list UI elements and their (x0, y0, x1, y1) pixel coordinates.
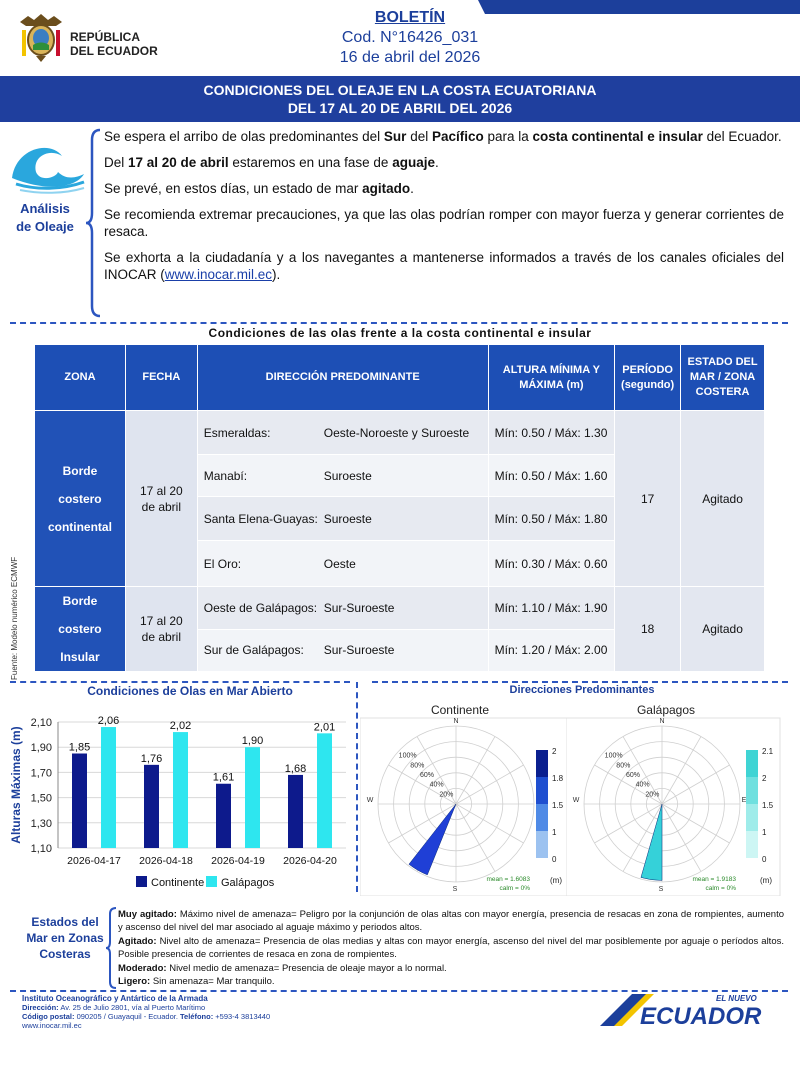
bar-galápagos (173, 732, 188, 848)
header-periodo: PERÍODO (segundo) (615, 345, 681, 411)
analysis-p5-text: Se exhorta a la ciudadanía y a los navegantes a mantenerse informados a través de los canales oficiales del INOCAR ( (104, 250, 784, 282)
rose-compass-label: E (741, 797, 747, 804)
colorbar-segment (746, 750, 758, 777)
footer-web[interactable]: www.inocar.mil.ec (22, 1021, 82, 1030)
rose-calm: calm = 0% (705, 885, 736, 892)
colorbar-tick: 1.8 (552, 774, 564, 783)
direction-cell (197, 629, 488, 672)
y-axis-label: Alturas Máximas (m) (9, 726, 23, 844)
rose-compass-label: N (453, 718, 459, 725)
colorbar-tick: 0 (762, 855, 767, 864)
bulletin-code: Cod. N°16426_031 (341, 29, 479, 46)
state-insular: Agitado (681, 587, 765, 672)
place-name: Sur de Galápagos: (203, 643, 304, 658)
analysis-p3 (104, 180, 784, 197)
direction-value: Oeste-Noroeste y Suroeste (323, 425, 470, 440)
analysis-text (104, 128, 784, 292)
states-brace-decoration (104, 906, 118, 990)
bar-galápagos (101, 727, 116, 848)
colorbar-unit: (m) (760, 876, 772, 885)
state-continental: Agitado (681, 411, 765, 587)
text-run: . (410, 181, 414, 196)
rose-compass-label: S (658, 886, 664, 893)
date-continental: 17 al 20 de abril (125, 411, 197, 587)
states-label (22, 914, 108, 962)
text-run: aguaje (392, 155, 435, 170)
states-label-line2: Mar en Zonas (26, 931, 104, 945)
header-altura: ALTURA MÍNIMA Y MÁXIMA (m) (488, 345, 615, 411)
place-name: El Oro: (203, 556, 242, 571)
text-run: 17 al 20 de abril (128, 155, 229, 170)
text-run: . (434, 155, 439, 170)
rose-radial-tick: 40% (635, 781, 650, 789)
text-run: para la (483, 129, 533, 144)
height-cell: Mín: 1.20 / Máx: 2.00 (488, 629, 615, 672)
text-run: Del (104, 155, 129, 170)
direction-value: Oeste (323, 556, 356, 571)
bar-continente (288, 775, 303, 848)
height-cell: Mín: 0.50 / Máx: 1.30 (488, 411, 615, 455)
place-name: Esmeraldas: (203, 425, 271, 440)
analysis-p5 (104, 249, 784, 283)
legend-swatch (206, 876, 217, 887)
colorbar-segment (746, 777, 758, 804)
zone-insular: Borde costero Insular (35, 587, 126, 672)
footer-postal-label: Código postal: (22, 1012, 75, 1021)
republic-name (70, 30, 158, 58)
states-label-line1: Estados del (31, 915, 99, 929)
bar-chart (0, 700, 356, 896)
table-row (35, 411, 765, 455)
analysis-label-line1: Análisis (20, 201, 70, 216)
footer-info (22, 994, 502, 1030)
colorbar-tick: 2 (762, 774, 767, 783)
colorbar-segment (536, 804, 548, 831)
rose-compass-label: W (572, 797, 580, 804)
bar-data-label: 1,68 (284, 762, 307, 775)
y-tick-label: 1,30 (30, 817, 52, 830)
header-direccion: DIRECCIÓN PREDOMINANTE (197, 345, 488, 411)
colorbar-tick: 0 (552, 855, 557, 864)
bulletin-date: 16 de abril del 2026 (339, 49, 481, 66)
rose-radial-tick: 80% (616, 762, 631, 770)
bar-galápagos (317, 733, 332, 848)
rose-compass-label: W (366, 797, 374, 804)
states-list (118, 908, 784, 988)
wave-icon (6, 138, 88, 194)
text-run: agitado (362, 181, 411, 196)
table-header-row (35, 345, 765, 411)
rose-chart-galapagos (566, 700, 788, 896)
height-cell: Mín: 0.50 / Máx: 1.80 (488, 497, 615, 541)
colorbar-tick: 1.5 (762, 801, 774, 810)
y-tick-label: 1,50 (30, 792, 52, 805)
place-name: Oeste de Galápagos: (203, 600, 318, 615)
text-run: Se recomienda extremar precauciones, ya que las olas podrían romper con mayor fuerza y generar corrientes de resaca. (104, 207, 784, 239)
direction-value: Suroeste (323, 468, 372, 483)
state-name: Ligero: (118, 976, 151, 988)
y-tick-label: 1,70 (30, 767, 52, 780)
state-item-ligero (118, 975, 784, 988)
banner-line2: DEL 17 AL 20 DE ABRIL DEL 2026 (287, 100, 513, 116)
state-item-agitado (118, 935, 784, 962)
rose-mean: mean = 1.6083 (486, 876, 530, 883)
bar-data-label: 2,01 (313, 721, 336, 734)
rose-compass-label: N (659, 718, 665, 725)
height-cell: Mín: 1.10 / Máx: 1.90 (488, 587, 615, 630)
rose-compass-label: S (452, 886, 458, 893)
state-desc: Nivel alto de amenaza= Presencia de olas medias y altas con mayor energía, ascenso del nivel del mar posiblemente por aguaje o períodos altos. Posible presencia de corrientes de resaca en zona de rompientes. (118, 935, 784, 961)
colorbar-tick: 1.5 (552, 801, 564, 810)
x-tick-label: 2026-04-19 (211, 855, 265, 867)
colorbar-segment (746, 831, 758, 858)
direction-cell (197, 497, 488, 541)
bar-data-label: 1,76 (140, 752, 163, 765)
header-estado: ESTADO DEL MAR / ZONA COSTERA (681, 345, 765, 411)
period-continental: 17 (615, 411, 681, 587)
legend-label: Galápagos (221, 877, 275, 889)
rose-chart-title: Direcciones Predominantes (509, 684, 655, 696)
bar-continente (72, 754, 87, 849)
rose-mean: mean = 1.9183 (692, 876, 736, 883)
state-name: Moderado: (118, 962, 167, 974)
bulletin-title: BOLETÍN (374, 9, 446, 26)
direction-value: Sur-Suroeste (323, 600, 395, 615)
footer-postal (22, 1012, 502, 1021)
chart-divider-left (10, 681, 350, 683)
place-name: Manabí: (203, 468, 248, 483)
states-label-line3: Costeras (39, 947, 91, 961)
header (0, 0, 800, 80)
analysis-p4 (104, 206, 784, 240)
state-item-moderado (118, 962, 784, 975)
colorbar-tick: 1 (762, 828, 767, 837)
bar-data-label: 1,61 (212, 771, 235, 784)
republic-line2: DEL ECUADOR (70, 44, 158, 58)
bar-galápagos (245, 747, 260, 848)
colorbar-segment (536, 831, 548, 858)
height-cell: Mín: 0.50 / Máx: 1.60 (488, 455, 615, 497)
footer-address-value: Av. 25 de Julio 2801, vía al Puerto Marítimo (58, 1003, 206, 1012)
state-name: Agitado: (118, 935, 157, 947)
legend-swatch (136, 876, 147, 887)
chart-divider-vertical (356, 682, 358, 892)
state-desc: Nivel medio de amenaza= Presencia de oleaje mayor a lo normal. (166, 962, 447, 974)
rose-radial-tick: 40% (429, 781, 444, 789)
footer-phone-value: +593-4 3813440 (213, 1012, 271, 1021)
direction-cell (197, 411, 488, 455)
logo-small-text: EL NUEVO (716, 994, 757, 1003)
colorbar-tick: 1 (552, 828, 557, 837)
footer-address-label: Dirección: (22, 1003, 59, 1012)
bar-data-label: 2,02 (169, 720, 192, 733)
analysis-p5-end: ). (272, 267, 281, 282)
state-item-muy-agitado (118, 908, 784, 935)
colorbar-tick: 2.1 (762, 747, 774, 756)
bar-data-label: 1,90 (241, 735, 264, 748)
text-run: Sur (383, 129, 407, 144)
zone-continental: Borde costero continental (35, 411, 126, 587)
coat-of-arms-icon (18, 12, 64, 64)
y-tick-label: 1,90 (30, 742, 52, 755)
rose-radial-tick: 80% (410, 762, 425, 770)
rose-radial-tick: 100% (604, 752, 623, 760)
text-run: costa continental e insular (532, 129, 703, 144)
height-cell: Mín: 0.30 / Máx: 0.60 (488, 541, 615, 587)
chart-divider-right (372, 681, 788, 683)
banner-line1: CONDICIONES DEL OLEAJE EN LA COSTA ECUATORIANA (203, 82, 597, 98)
direction-value: Sur-Suroeste (323, 643, 395, 658)
colorbar-tick: 2 (552, 747, 557, 756)
rose-chart-continente (360, 700, 574, 896)
direction-value: Suroeste (323, 511, 372, 526)
legend-label: Continente (151, 877, 205, 889)
bar-chart-title: Condiciones de Olas en Mar Abierto (87, 684, 293, 698)
y-tick-label: 1,10 (30, 843, 52, 855)
footer-postal-value: 090205 / Guayaquil - Ecuador. (74, 1012, 178, 1021)
el-nuevo-ecuador-logo (592, 990, 792, 1030)
text-run: del (406, 129, 432, 144)
header-fecha: FECHA (125, 345, 197, 411)
rose-radial-tick: 60% (625, 771, 640, 779)
analysis-label-line2: de Oleaje (16, 219, 74, 234)
rose-radial-tick: 60% (419, 771, 434, 779)
state-name: Muy agitado: (118, 909, 177, 920)
conditions-table (34, 344, 765, 672)
table-source: Fuente: Modelo numérico ECMWF (10, 556, 19, 680)
republic-line1: REPÚBLICA (70, 30, 141, 44)
analysis-p2 (104, 154, 784, 171)
footer-address (22, 1003, 502, 1012)
colorbar-segment (536, 750, 548, 777)
title-banner (0, 76, 800, 122)
bar-continente (216, 784, 231, 848)
logo-big-text: ECUADOR (640, 1003, 762, 1030)
footer-phone-label: Teléfono: (180, 1012, 214, 1021)
section-divider (10, 322, 788, 324)
bar-data-label: 2,06 (97, 715, 120, 728)
period-insular: 18 (615, 587, 681, 672)
colorbar-segment (746, 804, 758, 831)
table-row (35, 587, 765, 630)
x-tick-label: 2026-04-18 (139, 855, 193, 867)
analysis-p1 (104, 128, 784, 145)
rose-panel-title: Galápagos (636, 703, 696, 717)
bulletin-block (270, 8, 550, 68)
rose-panel-title: Continente (430, 703, 490, 717)
rose-radial-tick: 100% (398, 752, 417, 760)
rose-calm: calm = 0% (499, 885, 530, 892)
text-run: Se prevé, en estos días, un estado de mar (104, 181, 363, 196)
analysis-label (8, 200, 82, 236)
left-brace-decoration (84, 128, 104, 318)
rose-radial-tick: 20% (645, 791, 660, 799)
direction-cell (197, 541, 488, 587)
bar-data-label: 1,85 (68, 741, 91, 754)
y-tick-label: 2,10 (30, 717, 52, 729)
direction-cell (197, 587, 488, 630)
text-run: del Ecuador. (702, 129, 782, 144)
state-desc: Sin amenaza= Mar tranquilo. (150, 976, 275, 988)
direction-cell (197, 455, 488, 497)
text-run: Pacífico (431, 129, 484, 144)
footer-org: Instituto Oceanográfico y Antártico de la Armada (22, 994, 208, 1003)
inocar-link[interactable]: www.inocar.mil.ec (164, 267, 273, 282)
text-run: estaremos en una fase de (228, 155, 393, 170)
rose-radial-tick: 20% (439, 791, 454, 799)
colorbar-unit: (m) (550, 876, 562, 885)
date-insular: 17 al 20 de abril (125, 587, 197, 672)
table-title: Condiciones de las olas frente a la costa continental e insular (208, 326, 592, 340)
x-tick-label: 2026-04-17 (67, 855, 121, 867)
x-tick-label: 2026-04-20 (283, 855, 337, 867)
place-name: Santa Elena-Guayas: (203, 511, 318, 526)
text-run: Se espera el arribo de olas predominantes del (104, 129, 384, 144)
header-zona: ZONA (35, 345, 126, 411)
colorbar-segment (536, 777, 548, 804)
bar-continente (144, 765, 159, 848)
state-desc: Máximo nivel de amenaza= Peligro por la conjunción de olas altas con mayor energía, presencia de resacas en zona de rompientes, aumento y ascenso del nivel del mar asociado al aguaje máximo y periodos altos. (118, 909, 784, 934)
